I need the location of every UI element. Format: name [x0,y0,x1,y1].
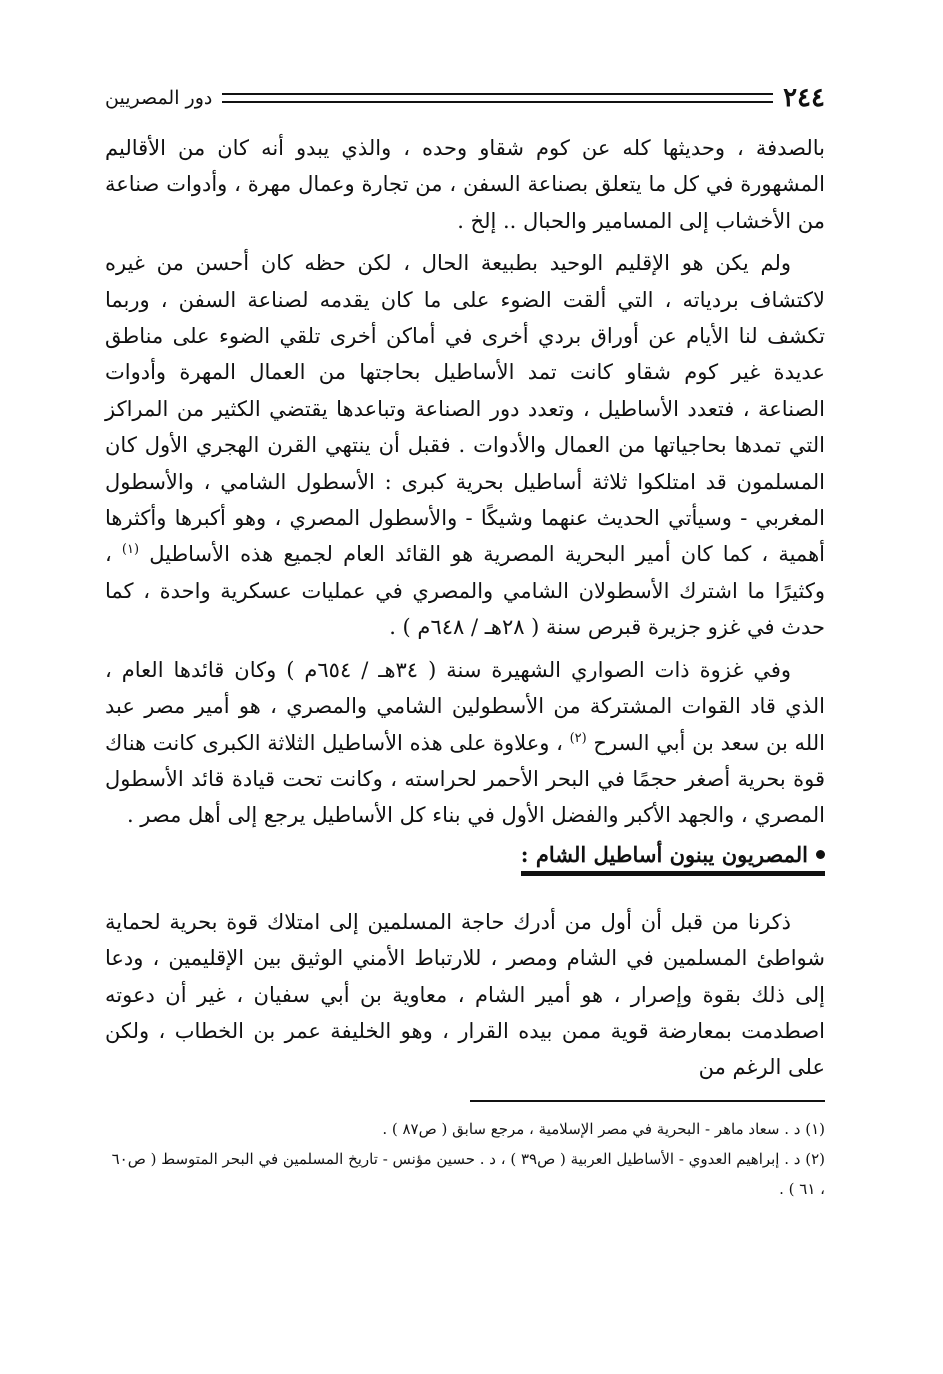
paragraph-2-part-1: ولم يكن هو الإقليم الوحيد بطبيعة الحال ، لكن حظه كان أحسن من غيره لاكتشاف بردياته ، التي ألقت الضوء على ما كان يقدمه لصناعة السفن ، وربما تكشف لنا الأيام عن أوراق بردي أخرى في أماكن أخرى تلقي الضوء على مناطق عديدة غير كوم شقاو كانت تمد الأساطيل بحاجتها من العمال المهرة وأدوات الصناعة ، فتعدد الأساطيل ، وتعدد دور الصناعة وتباعدها يقتضي الكثير من المراكز التي تمدها بحاجياتها من العمال والأدوات . فقبل أن ينتهي القرن الهجري الأول كان المسلمون قد امتلكوا ثلاثة أساطيل بحرية كبرى : الأسطول الشامي ، والأسطول المغربي - وسيأتي الحديث عنهما وشيكًا - والأسطول المصري ، وهو أكبرها وأكثرها أهمية ، كما كان أمير البحرية المصرية هو القائد العام لجميع هذه الأساطيل [105,251,825,567]
section-paragraph: ذكرنا من قبل أن أول من أدرك حاجة المسلمين إلى امتلاك قوة بحرية لحماية شواطئ المسلمين في الشام ومصر ، للارتباط الأمني الوثيق بين الإقليمين ، ودعا إلى ذلك بقوة وإصرار ، هو أمير الشام ، معاوية بن أبي سفيان ، غير أن دعوته اصطدمت بمعارضة قوية ممن بيده القرار ، وهو الخليفة عمر بن الخطاب ، ولكن على الرغم من [105,909,825,1080]
section-heading-text: المصريون يبنون أساطيل الشام : [520,841,808,867]
section-heading [105,842,825,876]
bullet-icon [816,850,825,859]
footnote-2: (٢) د . إبراهيم العدوي - الأساطيل العربية ( ص٣٩ ) ، د . حسين مؤنس - تاريخ المسلمين في البحر المتوسط ( ص٦٠ ، ٦١ ) . [111,1149,825,1198]
paragraph-3 [105,652,825,834]
footnotes [105,1114,825,1204]
header-double-rule [222,93,773,103]
paragraph-3-part-1: وفي غزوة ذات الصواري الشهيرة سنة ( ٣٤هـ / ٦٥٤م ) وكان قائدها العام ، الذي قاد القوات المشتركة من الأسطولين الشامي والمصري ، هو أمير مصر عبد الله بن سعد بن أبي السرح [105,657,825,755]
page-number: ٢٤٤ [783,83,825,113]
paragraph-2-part-2: ، وكثيرًا ما اشترك الأسطولان الشامي والمصري في عمليات عسكرية واحدة ، كما حدث في غزو جزيرة قبرص سنة ( ٢٨هـ / ٦٤٨م ) . [105,542,825,640]
body-text [105,130,825,1086]
running-title: دور المصريين [105,87,213,109]
page-header [105,78,825,118]
paragraph-3-part-2: ، وعلاوة على هذه الأساطيل الثلاثة الكبرى كانت هناك قوة بحرية أصغر حجمًا في البحر الأحمر لحراسته ، وكانت تحت قيادة قائد الأسطول المصري ، والجهد الأكبر والفضل الأول في بناء كل الأساطيل يرجع إلى أهل مصر . [105,730,825,828]
footnote-separator [470,1100,825,1102]
paragraph-1: بالصدفة ، وحديثها كله عن كوم شقاو وحده ، والذي يبدو أنه كان من الأقاليم المشهورة في كل ما يتعلق بصناعة السفن ، من تجارة وعمال مهرة ، وأدوات صناعة من الأخشاب إلى المسامير والحبال .. إلخ . [105,136,825,233]
footnote-ref-1: (١) [121,542,140,558]
book-page [105,78,825,1328]
paragraph-2 [105,245,825,645]
footnote-ref-2: (٢) [569,730,587,746]
footnote-1: (١) د . سعاد ماهر - البحرية في مصر الإسلامية ، مرجع سابق ( ص٨٧ ) . [382,1119,825,1138]
